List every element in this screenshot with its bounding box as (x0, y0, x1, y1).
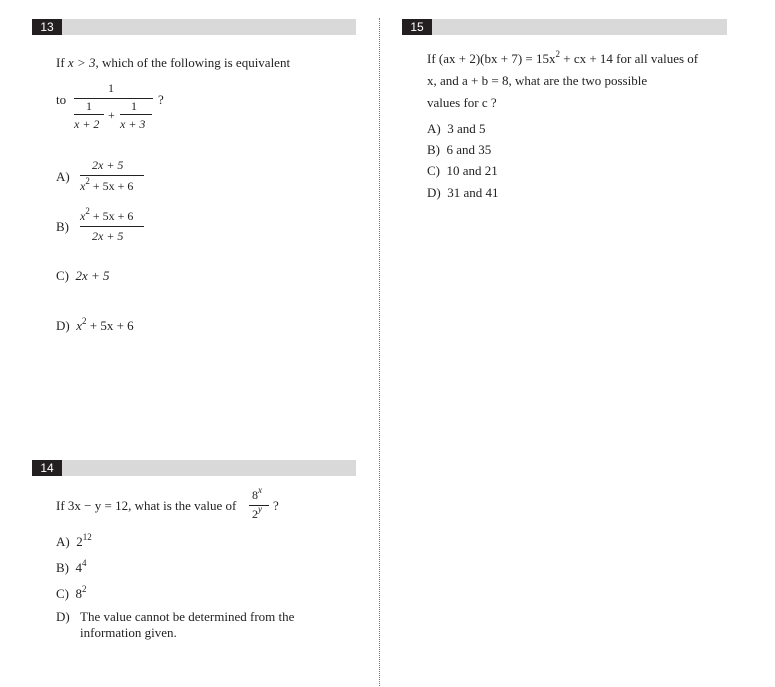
q14-number-badge: 14 (32, 460, 62, 476)
q15-line1-b: + cx + 14 for all values of (560, 51, 699, 66)
q14-question-mark: ? (273, 498, 279, 513)
q13-option-d-exp: 2 (82, 316, 87, 326)
q15-stem-line1 (427, 51, 698, 67)
q13-option-d-rest: + 5x + 6 (86, 318, 134, 333)
q15-option-c[interactable] (427, 163, 498, 179)
q14-option-c-base: 8 (75, 586, 82, 601)
q13-option-a[interactable] (56, 158, 176, 198)
q14-option-a-letter: A) (56, 534, 70, 549)
q13-f2-line (120, 114, 152, 115)
q13-f1-line (74, 114, 104, 115)
q13-option-a-denominator (80, 176, 134, 194)
q13-f1-den-text: x + 2 (74, 117, 100, 131)
q13-stem-rest: , which of the following is equivalent (95, 55, 291, 70)
q14-option-d-letter: D) (56, 609, 70, 624)
q14-den-exp: y (258, 504, 262, 514)
q13-option-c[interactable] (56, 268, 110, 284)
q13-option-b[interactable] (56, 206, 176, 246)
q13-plus-sign: + (108, 108, 115, 122)
q14-option-a-exp: 12 (82, 532, 92, 542)
q14-fraction (249, 486, 273, 526)
q15-number-badge: 15 (402, 19, 432, 35)
q13-f1-denominator (74, 117, 99, 132)
q13-to-label: to (56, 92, 67, 107)
q15-option-d-text: 31 and 41 (447, 185, 499, 200)
q14-option-c-letter: C) (56, 586, 69, 601)
q14-den-base: 2 (252, 507, 258, 521)
q13-option-a-num-text: 2x + 5 (92, 158, 124, 172)
q13-option-b-numerator (80, 206, 134, 224)
q15-line1-exp: 2 (555, 49, 560, 59)
q13-header-bar (32, 19, 356, 35)
q15-line1-a: If (ax + 2)(bx + 7) = 15x (427, 51, 556, 66)
q13-stem-intro: If (56, 55, 65, 70)
q13-option-b-num-rest: + 5x + 6 (89, 209, 134, 223)
q15-option-d[interactable] (427, 185, 499, 201)
q13-option-c-letter: C) (56, 268, 69, 283)
q14-option-d-line1: The value cannot be determined from the (80, 609, 295, 624)
q14-fraction-numerator (252, 485, 262, 503)
q13-number-badge: 13 (32, 19, 62, 35)
q14-stem (56, 498, 236, 514)
q14-option-b-base: 4 (75, 560, 82, 575)
q13-f1-numerator: 1 (86, 99, 92, 113)
q13-option-a-den-exp: 2 (85, 176, 90, 186)
q13-f2-numerator: 1 (131, 99, 137, 113)
q13-option-b-den-text: 2x + 5 (92, 229, 124, 243)
q15-option-b-text: 6 and 35 (446, 142, 492, 157)
column-divider (379, 18, 380, 686)
q13-option-c-text: 2x + 5 (75, 268, 110, 283)
q15-option-c-letter: C) (427, 163, 440, 178)
q15-option-a-letter: A) (427, 121, 441, 136)
q14-option-c[interactable] (56, 586, 87, 602)
q15-stem-line2: x, and a + b = 8, what are the two possible (427, 73, 648, 88)
q13-f2-denominator (120, 117, 145, 132)
q14-option-b[interactable] (56, 560, 87, 576)
q13-option-a-den-rest: + 5x + 6 (89, 179, 134, 193)
q13-stem-condition: x > 3 (67, 55, 96, 70)
q14-option-d-line2: information given. (80, 625, 177, 640)
q13-big-numerator: 1 (108, 81, 114, 95)
q15-option-b[interactable] (427, 142, 491, 158)
q15-option-a-text: 3 and 5 (447, 121, 486, 136)
q13-stem (56, 55, 290, 71)
q14-header-bar (32, 460, 356, 476)
q15-option-d-letter: D) (427, 185, 441, 200)
q13-option-b-num-exp: 2 (85, 206, 90, 216)
q13-option-a-den-x: x (80, 179, 86, 193)
q13-option-b-denominator (92, 229, 123, 244)
q15-header-bar (402, 19, 727, 35)
q13-option-b-num-x: x (80, 209, 86, 223)
q13-question-mark: ? (158, 92, 164, 107)
q15-option-c-text: 10 and 21 (446, 163, 498, 178)
q15-stem-line3: values for c ? (427, 95, 497, 110)
q14-option-c-exp: 2 (82, 584, 87, 594)
q13-compound-fraction (74, 81, 154, 133)
q15-option-b-letter: B) (427, 142, 440, 157)
q13-option-d-letter: D) (56, 318, 70, 333)
q14-stem-text: If 3x − y = 12, what is the value of (56, 498, 237, 513)
q14-num-exp: x (258, 485, 262, 495)
q13-option-d-x: x (76, 318, 82, 333)
q13-option-b-line (80, 226, 144, 227)
q14-option-a-base: 2 (76, 534, 83, 549)
q13-f2-den-text: x + 3 (120, 117, 146, 131)
q14-fraction-denominator (252, 504, 262, 522)
q13-option-a-numerator (92, 158, 123, 173)
q14-option-b-letter: B) (56, 560, 69, 575)
q13-option-d[interactable] (56, 318, 134, 334)
q14-option-b-exp: 4 (82, 558, 87, 568)
q14-num-base: 8 (252, 488, 258, 502)
q13-option-b-letter: B) (56, 219, 69, 234)
q15-option-a[interactable] (427, 121, 486, 137)
q13-option-a-letter: A) (56, 169, 70, 184)
q14-option-a[interactable] (56, 534, 92, 550)
